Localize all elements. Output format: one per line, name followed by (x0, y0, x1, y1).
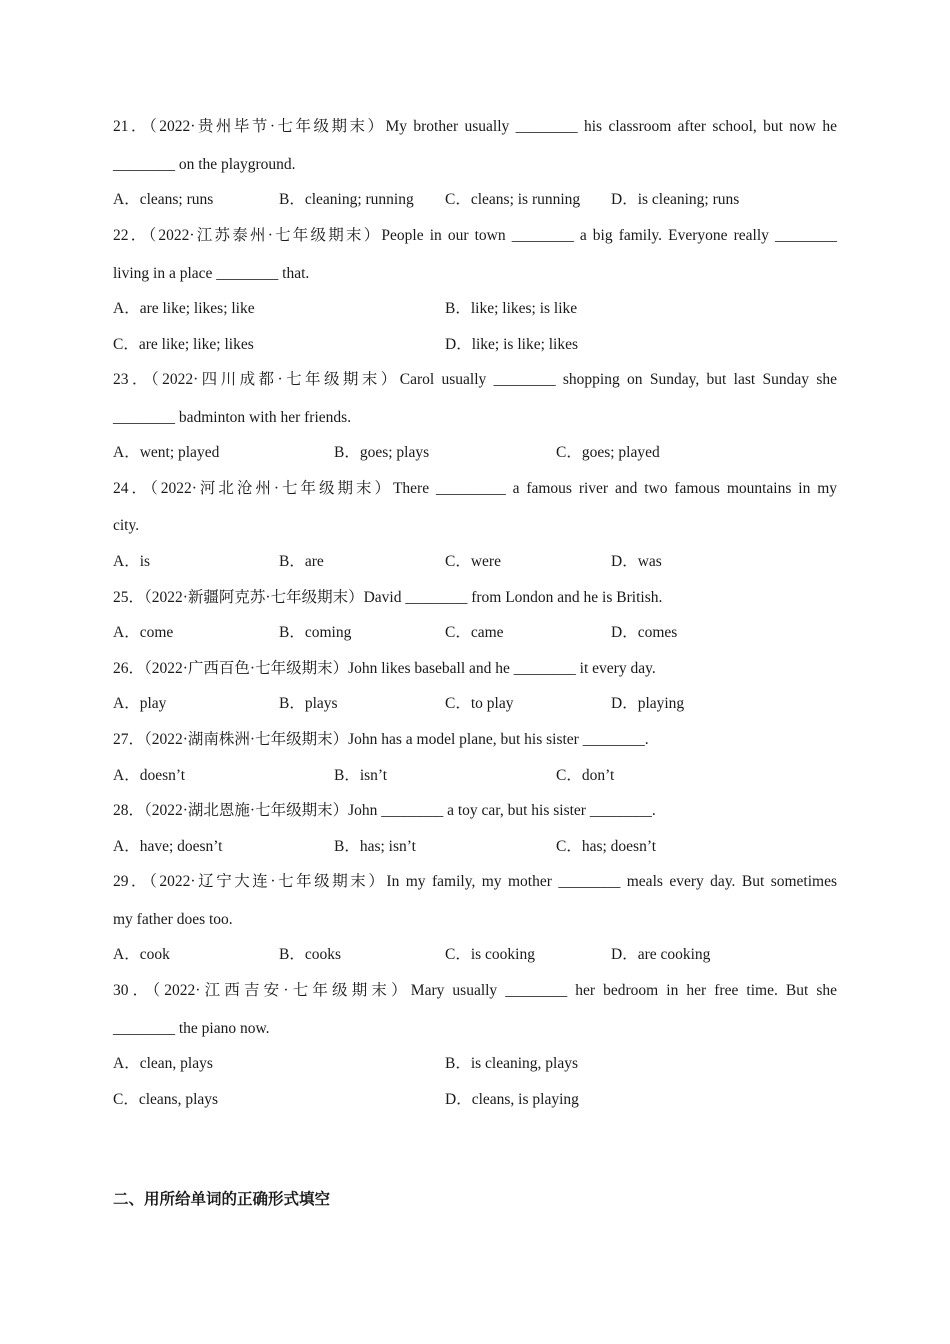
question-26-line-1: 26．（2022·广西百色·七年级期末）John likes baseball and he ________ it every day. (113, 660, 656, 677)
question-25-line-1: 25．（2022·新疆阿克苏·七年级期末）David ________ from London and he is British. (113, 589, 663, 606)
question-22-line-1: 22．（2022·江苏泰州·七年级期末）People in our town ________ a big family. Everyone really ________ (113, 227, 837, 244)
q21-option-c: C．cleans; is running (445, 191, 581, 208)
question-21-line-1: 21．（2022·贵州毕节·七年级期末）My brother usually ________ his classroom after school, but now he (113, 118, 837, 135)
q27-option-c: C．don’t (556, 767, 615, 784)
q21-option-d: D．is cleaning; runs (611, 191, 740, 208)
q21-option-b: B．cleaning; running (279, 191, 414, 208)
q26-option-c: C．to play (445, 695, 514, 712)
q24-option-c: C．were (445, 553, 501, 570)
q26-option-b: B．plays (279, 695, 338, 712)
question-23-line-1: 23．（2022·四川成都·七年级期末）Carol usually ________ shopping on Sunday, but last Sunday she (113, 371, 837, 388)
q24-option-a: A．is (113, 553, 151, 570)
question-29-line-1: 29．（2022·辽宁大连·七年级期末）In my family, my mother ________ meals every day. But sometimes (113, 873, 837, 890)
q30-option-c: C．cleans, plays (113, 1091, 219, 1108)
q29-option-c: C．is cooking (445, 946, 535, 963)
question-22-line-2: living in a place ________ that. (113, 265, 310, 282)
q30-option-b: B．is cleaning, plays (445, 1055, 579, 1072)
q27-option-b: B．isn’t (334, 767, 388, 784)
q22-option-c: C．are like; like; likes (113, 336, 254, 353)
q22-option-d: D．like; is like; likes (445, 336, 579, 353)
q30-option-d: D．cleans, is playing (445, 1091, 579, 1108)
q28-option-c: C．has; doesn’t (556, 838, 657, 855)
question-30-line-1: 30．（2022·江西吉安·七年级期末）Mary usually ________ her bedroom in her free time. But she (113, 982, 837, 999)
q23-option-b: B．goes; plays (334, 444, 430, 461)
q24-option-b: B．are (279, 553, 324, 570)
question-24-line-1: 24．（2022·河北沧州·七年级期末）There _________ a famous river and two famous mountains in my (113, 480, 837, 497)
q30-option-a: A．clean, plays (113, 1055, 213, 1072)
q25-option-b: B．coming (279, 624, 352, 641)
q23-option-a: A．went; played (113, 444, 220, 461)
q23-option-c: C．goes; played (556, 444, 660, 461)
question-24-line-2: city. (113, 517, 140, 534)
question-30-line-2: ________ the piano now. (113, 1020, 270, 1037)
q26-option-d: D．playing (611, 695, 685, 712)
q28-option-a: A．have; doesn’t (113, 838, 223, 855)
q29-option-d: D．are cooking (611, 946, 711, 963)
question-28-line-1: 28．（2022·湖北恩施·七年级期末）John ________ a toy car, but his sister ________. (113, 802, 656, 819)
q25-option-c: C．came (445, 624, 504, 641)
q28-option-b: B．has; isn’t (334, 838, 416, 855)
section-heading: 二、用所给单词的正确形式填空 (113, 1190, 331, 1208)
q24-option-d: D．was (611, 553, 662, 570)
q26-option-a: A．play (113, 695, 167, 712)
question-29-line-2: my father does too. (113, 911, 233, 928)
q22-option-b: B．like; likes; is like (445, 300, 578, 317)
q29-option-a: A．cook (113, 946, 170, 963)
q21-option-a: A．cleans; runs (113, 191, 214, 208)
q27-option-a: A．doesn’t (113, 767, 186, 784)
q25-option-d: D．comes (611, 624, 678, 641)
q29-option-b: B．cooks (279, 946, 342, 963)
question-21-line-2: ________ on the playground. (113, 156, 296, 173)
q25-option-a: A．come (113, 624, 174, 641)
q22-option-a: A．are like; likes; like (113, 300, 255, 317)
question-27-line-1: 27．（2022·湖南株洲·七年级期末）John has a model plane, but his sister ________. (113, 731, 649, 748)
question-23-line-2: ________ badminton with her friends. (113, 409, 352, 426)
